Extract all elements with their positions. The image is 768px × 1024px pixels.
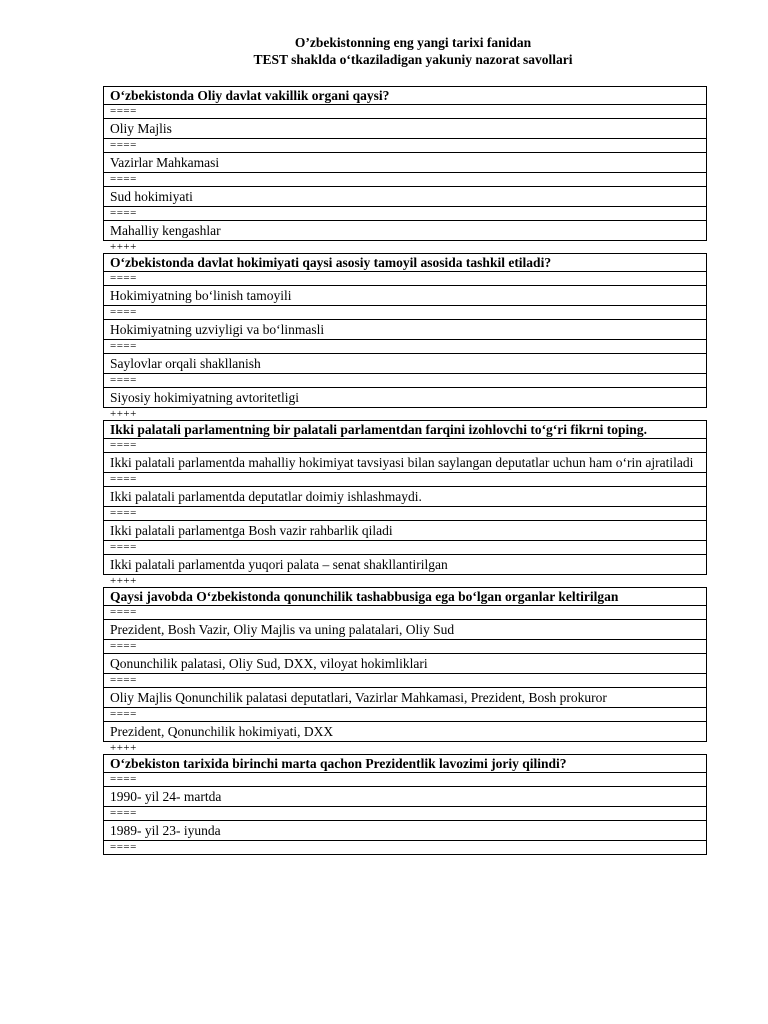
answer-option: Qonunchilik palatasi, Oliy Sud, DXX, viloyat hokimliklari <box>104 654 706 674</box>
separator: ==== <box>104 606 706 620</box>
answer-option: Prezident, Bosh Vazir, Oliy Majlis va uning palatalari, Oliy Sud <box>104 620 706 640</box>
answer-option: Ikki palatali parlamentda deputatlar doimiy ishlashmaydi. <box>104 487 706 507</box>
separator: ==== <box>104 807 706 821</box>
separator: ==== <box>104 541 706 555</box>
separator: ==== <box>104 207 706 221</box>
separator: ==== <box>104 640 706 654</box>
separator: ==== <box>104 105 706 119</box>
separator: ==== <box>104 473 706 487</box>
answer-option: Vazirlar Mahkamasi <box>104 153 706 173</box>
separator: ==== <box>104 374 706 388</box>
answer-option: Hokimiyatning uzviyligi va bo‘linmasli <box>104 320 706 340</box>
question-text: Ikki palatali parlamentning bir palatali parlamentdan farqini izohlovchi to‘g‘ri fikrni toping. <box>104 421 706 439</box>
test-questions <box>103 86 707 855</box>
header-title-line-2: TEST shaklda o‘tkaziladigan yakuniy nazorat savollari <box>253 52 573 67</box>
answer-option: 1990- yil 24- martda <box>104 787 706 807</box>
separator: ==== <box>104 272 706 286</box>
question-text: O‘zbekiston tarixida birinchi marta qachon Prezidentlik lavozimi joriy qilindi? <box>104 755 706 773</box>
question-text: Qaysi javobda O‘zbekistonda qonunchilik tashabbusiga ega bo‘lgan organlar keltirilgan <box>104 588 706 606</box>
answer-option: Siyosiy hokimiyatning avtoritetligi <box>104 388 706 408</box>
separator: ==== <box>104 674 706 688</box>
question-block-5 <box>103 754 707 855</box>
separator: ==== <box>104 439 706 453</box>
document-header <box>0 34 768 68</box>
answer-option: Ikki palatali parlamentda mahalliy hokimiyat tavsiyasi bilan saylangan deputatlar uchun ham o‘rin ajratiladi <box>104 453 706 473</box>
separator: ==== <box>104 773 706 787</box>
separator: ==== <box>104 139 706 153</box>
separator: ==== <box>104 306 706 320</box>
end-marker: ++++ <box>110 408 137 420</box>
end-marker: ++++ <box>110 241 137 253</box>
separator: ==== <box>104 507 706 521</box>
answer-option: Hokimiyatning bo‘linish tamoyili <box>104 286 706 306</box>
answer-option: Prezident, Qonunchilik hokimiyati, DXX <box>104 722 706 742</box>
answer-option: Saylovlar orqali shakllanish <box>104 354 706 374</box>
separator: ==== <box>104 340 706 354</box>
separator: ==== <box>104 841 706 855</box>
separator: ==== <box>104 173 706 187</box>
question-text: O‘zbekistonda Oliy davlat vakillik organi qaysi? <box>104 87 706 105</box>
end-marker: ++++ <box>110 742 137 754</box>
header-title-line-1: O’zbekistonning eng yangi tarixi fanidan <box>294 35 532 50</box>
answer-option: Ikki palatali parlamentga Bosh vazir rahbarlik qiladi <box>104 521 706 541</box>
end-marker: ++++ <box>110 575 137 587</box>
separator: ==== <box>104 708 706 722</box>
question-block-1 <box>103 86 707 241</box>
question-text: O‘zbekistonda davlat hokimiyati qaysi asosiy tamoyil asosida tashkil etiladi? <box>104 254 706 272</box>
question-block-3 <box>103 420 707 575</box>
answer-option: Mahalliy kengashlar <box>104 221 706 241</box>
question-block-4 <box>103 587 707 742</box>
answer-option: 1989- yil 23- iyunda <box>104 821 706 841</box>
question-block-2 <box>103 253 707 408</box>
answer-option: Ikki palatali parlamentda yuqori palata – senat shakllantirilgan <box>104 555 706 575</box>
answer-option: Oliy Majlis Qonunchilik palatasi deputatlari, Vazirlar Mahkamasi, Prezident, Bosh prokuror <box>104 688 706 708</box>
answer-option: Oliy Majlis <box>104 119 706 139</box>
answer-option: Sud hokimiyati <box>104 187 706 207</box>
